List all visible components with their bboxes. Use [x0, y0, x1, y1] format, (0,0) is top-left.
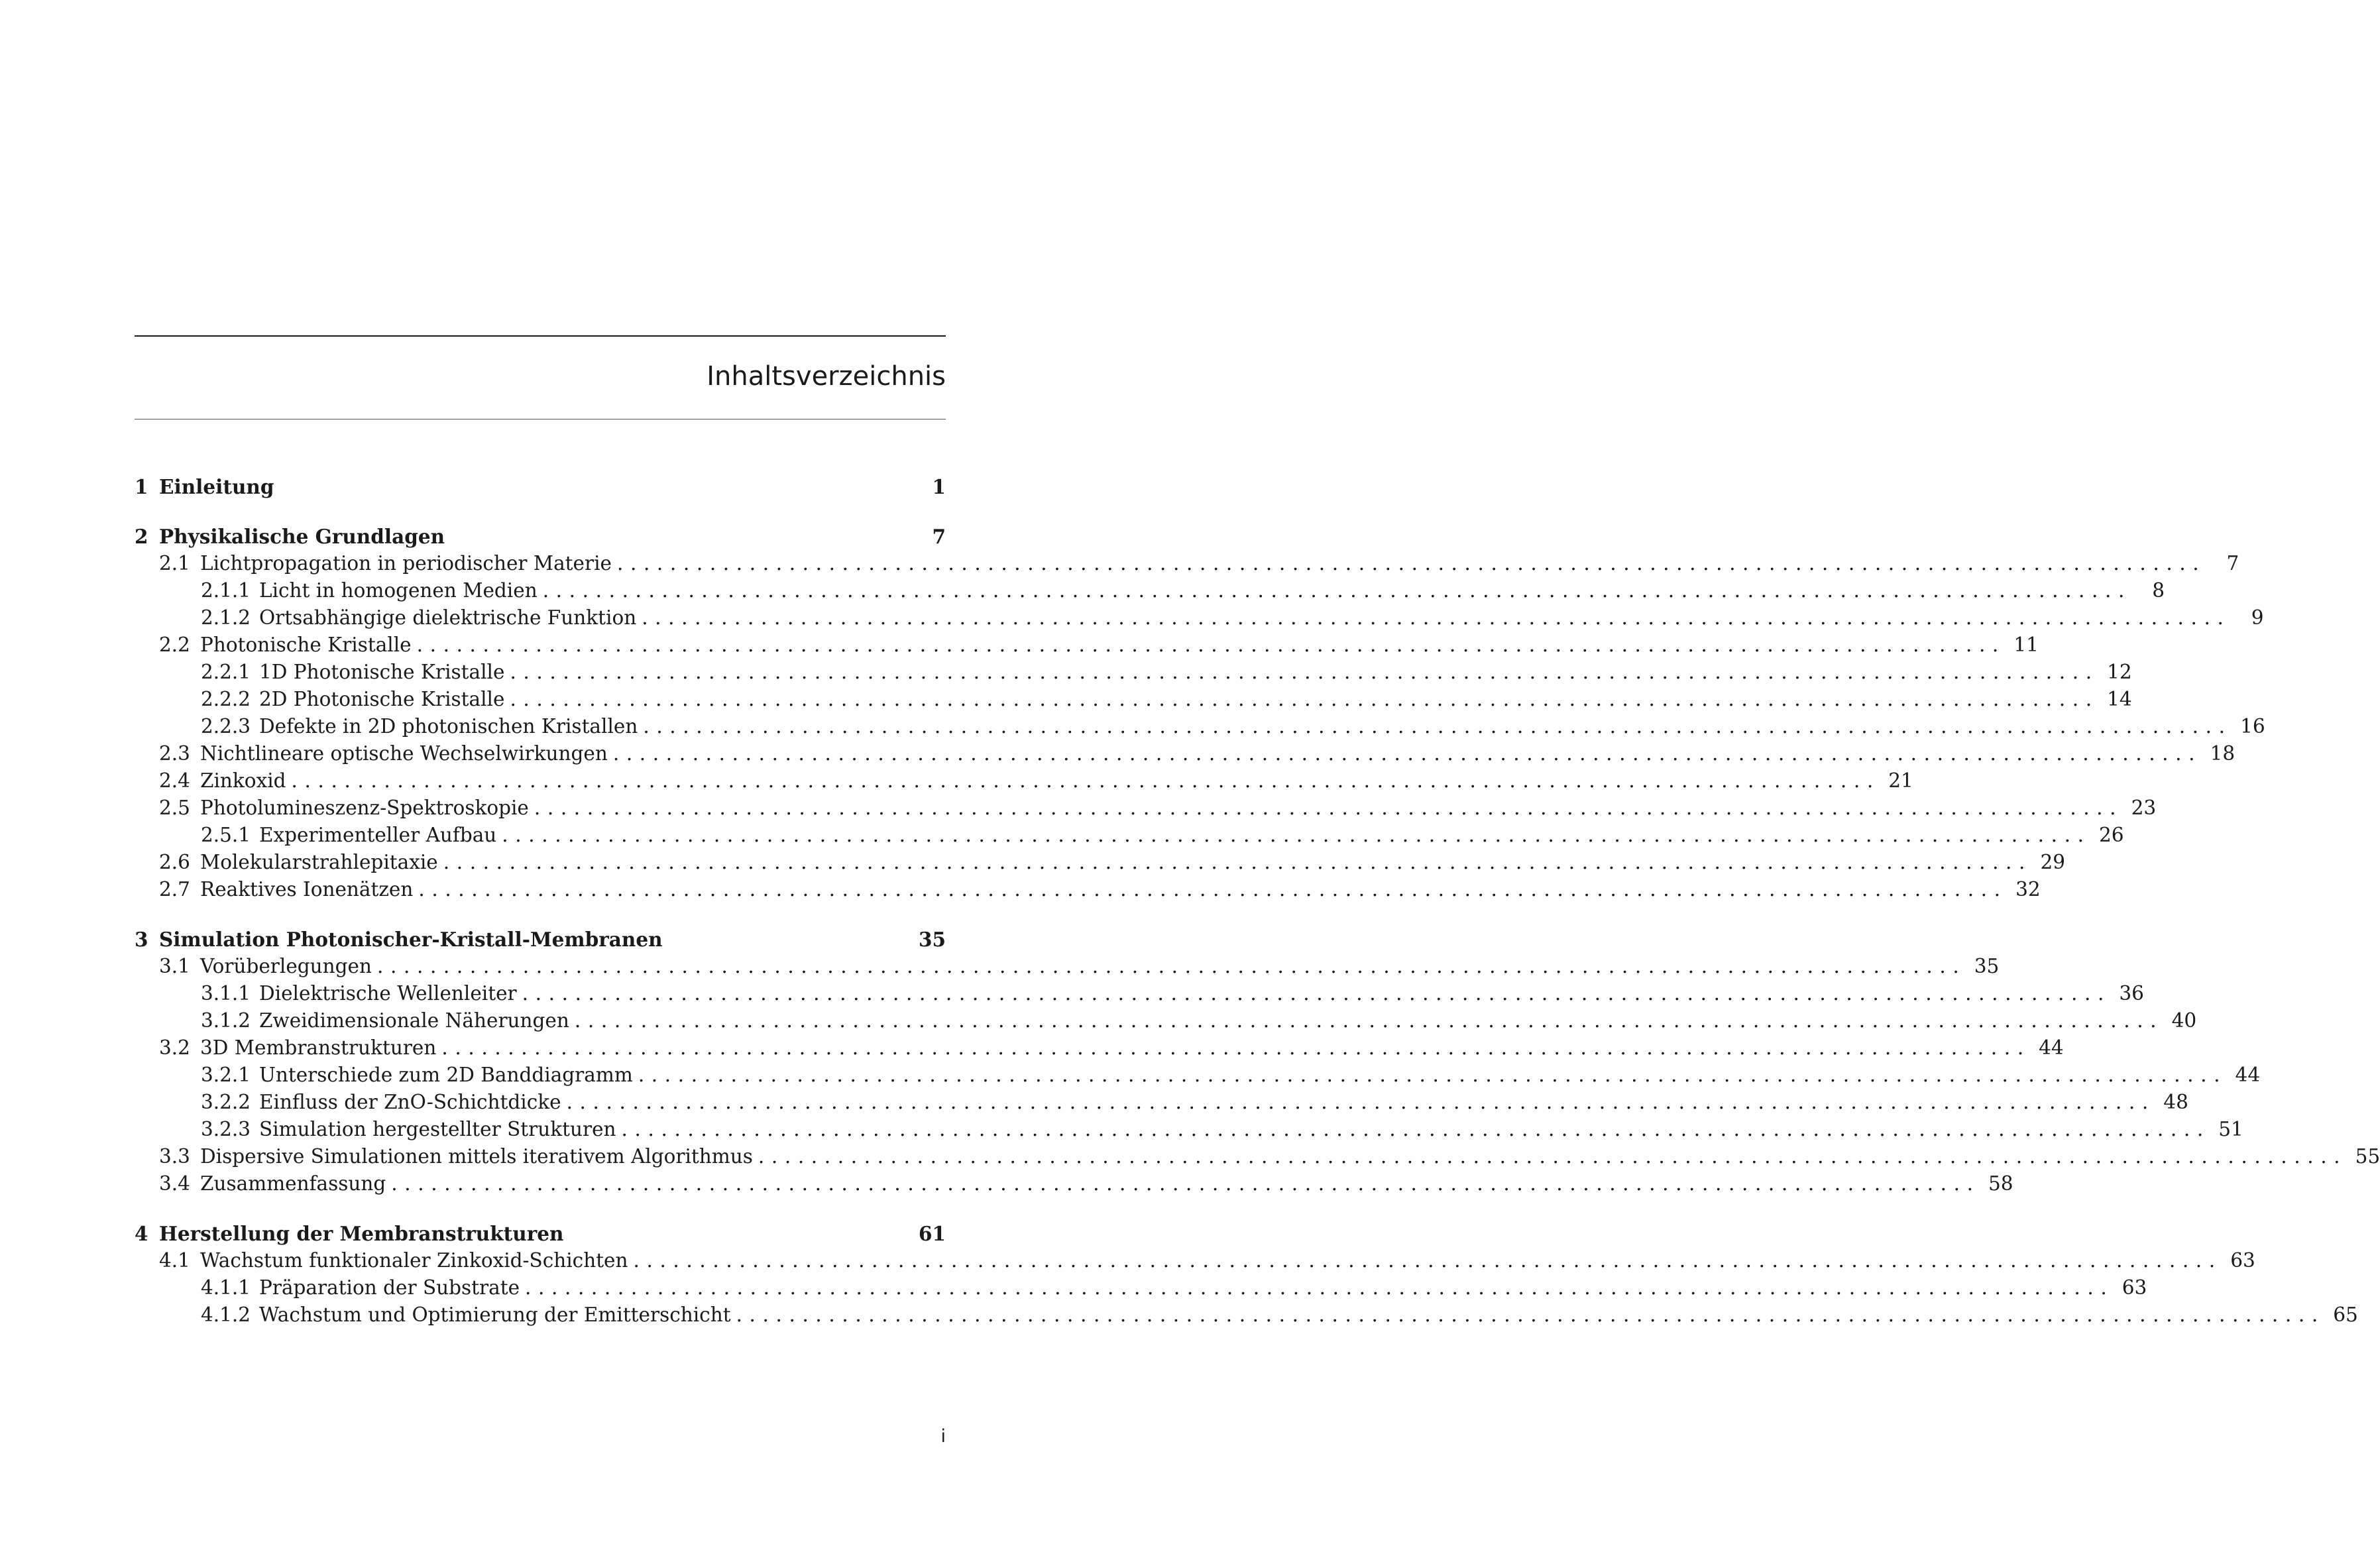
toc-entry-page: 1: [932, 475, 946, 498]
toc-entry-number: 3.2: [159, 1036, 190, 1059]
toc-entry-2-1[interactable]: [135, 550, 2239, 577]
toc-entry-number: 3.2.2: [201, 1091, 251, 1113]
toc-entry-page: 12: [2107, 661, 2132, 683]
toc-entry-2-3[interactable]: [135, 740, 2236, 767]
toc-entry-number: 2.5.1: [201, 824, 251, 846]
toc-entry-page: 65: [2333, 1303, 2358, 1326]
toc-entry-label: Zweidimensionale Näherungen: [259, 1009, 569, 1032]
toc-entry-page: 36: [2119, 982, 2144, 1005]
toc-entry-label: Wachstum und Optimierung der Emitterschicht: [259, 1303, 731, 1326]
toc-title: Inhaltsverzeichnis: [707, 361, 946, 392]
toc-entry-number: 2.4: [159, 769, 190, 792]
toc-entry-page: 21: [1888, 769, 1913, 792]
toc-entry-label: Reaktives Ionenätzen: [200, 878, 414, 901]
toc-entry-4-1[interactable]: [135, 1247, 2255, 1274]
toc-entry-label: Vorüberlegungen: [200, 955, 372, 977]
toc-dot-leader: ........................................................................................................................: [574, 1009, 2164, 1032]
toc-entry-2-5-1[interactable]: [135, 822, 2124, 849]
toc-entry-2-1-1[interactable]: [135, 577, 2165, 604]
toc-dot-leader: ........................................................................................................................: [443, 851, 2032, 873]
toc-entry-number: 3.2.3: [201, 1118, 251, 1140]
toc-entry-label: Experimenteller Aufbau: [259, 824, 497, 846]
toc-entry-3-4[interactable]: [135, 1170, 2013, 1197]
toc-entry-number: 2.6: [159, 851, 190, 873]
toc-entry-number: 3.4: [159, 1172, 190, 1195]
toc-entry-page: 11: [2013, 634, 2039, 656]
toc-entry-number: 2.2: [159, 634, 190, 656]
toc-dot-leader: ........................................................................................................................: [502, 824, 2091, 846]
toc-entry-page: 61: [918, 1222, 946, 1245]
toc-entry-page: 16: [2240, 715, 2265, 738]
toc-entry-number: 2.3: [159, 742, 190, 765]
toc-entry-label: Defekte in 2D photonischen Kristallen: [259, 715, 638, 738]
toc-entry-3-2-2[interactable]: [135, 1089, 2188, 1116]
toc-entry-number: 2.1.1: [201, 579, 251, 602]
page-number: i: [940, 1426, 946, 1447]
toc-entry-number: 4.1: [159, 1249, 190, 1272]
toc-dot-leader: ........................................................................................................................: [418, 878, 2008, 901]
toc-entry-2-2-3[interactable]: [135, 713, 2265, 740]
toc-entry-label: 1D Photonische Kristalle: [259, 661, 505, 683]
toc-dot-leader: ........................................................................................................................: [534, 797, 2124, 819]
toc-entry-number: 2.5: [159, 797, 190, 819]
toc-entry-number: 3.1: [159, 955, 190, 977]
toc-entry-page: 7: [2226, 552, 2239, 575]
toc-entry-2-5[interactable]: [135, 795, 2157, 822]
toc-entry-3-2[interactable]: [135, 1034, 2064, 1062]
toc-entry-page: 63: [2230, 1249, 2255, 1272]
toc-dot-leader: ........................................................................................................................: [616, 552, 2206, 575]
toc-entry-2-4[interactable]: [135, 767, 1913, 795]
toc-entry-label: Einfluss der ZnO-Schichtdicke: [259, 1091, 561, 1113]
toc-entry-label: Zinkoxid: [200, 769, 286, 792]
toc-entry-3-2-3[interactable]: [135, 1116, 2243, 1143]
toc-entry-page: 29: [2040, 851, 2065, 873]
toc-entry-3-1-1[interactable]: [135, 980, 2144, 1007]
toc-dot-leader: ........................................................................................................................: [612, 742, 2202, 765]
toc-dot-leader: ........................................................................................................................: [525, 1276, 2114, 1299]
toc-dot-leader: ........................................................................................................................: [621, 1118, 2210, 1140]
toc-entry-label: Dispersive Simulationen mittels iterativem Algorithmus: [200, 1145, 753, 1168]
toc-entry-2-2-2[interactable]: [135, 686, 2132, 713]
toc-entry-label: Zusammenfassung: [200, 1172, 386, 1195]
toc-entry-number: 2.2.3: [201, 715, 251, 738]
toc-entry-3-3[interactable]: [135, 1143, 2380, 1170]
toc-entry-number: 2.1: [159, 552, 190, 575]
toc-entry-page: 14: [2107, 688, 2132, 710]
toc-entry-page: 26: [2099, 824, 2124, 846]
toc-entry-label: Lichtpropagation in periodischer Materie: [200, 552, 612, 575]
toc-entry-page: 40: [2171, 1009, 2197, 1032]
toc-entry-label: Photonische Kristalle: [200, 634, 412, 656]
toc-entry-number: 3: [135, 928, 148, 951]
toc-entry-number: 2.2.1: [201, 661, 251, 683]
toc-entry-number: 4.1.1: [201, 1276, 251, 1299]
toc-entry-page: 51: [2218, 1118, 2243, 1140]
toc-entry-2-6[interactable]: [135, 849, 2065, 876]
toc-entry-number: 3.3: [159, 1145, 190, 1168]
toc-entry-2-7[interactable]: [135, 876, 2041, 903]
toc-entry-number: 1: [135, 475, 148, 498]
toc-entry-label: Wachstum funktionaler Zinkoxid-Schichten: [200, 1249, 628, 1272]
toc-entry-page: 7: [932, 525, 946, 548]
toc-entry-2-2[interactable]: [135, 632, 2039, 659]
toc-entry-label: Molekularstrahlepitaxie: [200, 851, 438, 873]
toc-entry-page: 58: [1988, 1172, 2013, 1195]
toc-dot-leader: ........................................................................................................................: [510, 661, 2099, 683]
toc-entry-number: 4.1.2: [201, 1303, 251, 1326]
toc-entry-label: Ortsabhängige dielektrische Funktion: [259, 606, 637, 629]
toc-entry-3[interactable]: [135, 926, 946, 953]
toc-entry-label: Licht in homogenen Medien: [259, 579, 538, 602]
toc-dot-leader: ........................................................................................................................: [377, 955, 1966, 977]
toc-entry-number: 3.1.1: [201, 982, 251, 1005]
toc-dot-leader: ........................................................................................................................: [736, 1303, 2325, 1326]
toc-dot-leader: ........................................................................................................................: [510, 688, 2099, 710]
toc-entry-number: 3.1.2: [201, 1009, 251, 1032]
toc-entry-number: 3.2.1: [201, 1064, 251, 1086]
toc-entry-3-2-1[interactable]: [135, 1062, 2261, 1089]
toc-entry-number: 2.1.2: [201, 606, 251, 629]
toc-entry-label: Präparation der Substrate: [259, 1276, 520, 1299]
toc-dot-leader: ........................................................................................................................: [522, 982, 2111, 1005]
toc-entry-page: 44: [2039, 1036, 2064, 1059]
toc-entry-number: 2.7: [159, 878, 190, 901]
toc-entry-3-1-2[interactable]: [135, 1007, 2197, 1034]
toc-entry-2-1-2[interactable]: [135, 604, 2264, 632]
toc-entry-page: 35: [918, 928, 946, 951]
toc-entry-number: 2: [135, 525, 148, 548]
toc-entry-label: Herstellung der Membranstrukturen: [159, 1222, 564, 1245]
toc-entry-label: Simulation hergestellter Strukturen: [259, 1118, 616, 1140]
toc-entry-page: 23: [2131, 797, 2157, 819]
toc-entry-4[interactable]: [135, 1220, 946, 1247]
toc-entry-label: Simulation Photonischer-Kristall-Membranen: [159, 928, 663, 951]
toc-entry-2[interactable]: [135, 523, 946, 550]
toc-entry-number: 4: [135, 1222, 148, 1245]
toc-entry-label: Photolumineszenz-Spektroskopie: [200, 797, 529, 819]
toc-dot-leader: ........................................................................................................................: [566, 1091, 2155, 1113]
toc-entry-3-1[interactable]: [135, 953, 2000, 980]
toc-entry-label: Physikalische Grundlagen: [159, 525, 445, 548]
toc-entry-number: 2.2.2: [201, 688, 251, 710]
toc-entry-label: Unterschiede zum 2D Banddiagramm: [259, 1064, 633, 1086]
toc-entry-2-2-1[interactable]: [135, 659, 2132, 686]
toc-entry-4-1-1[interactable]: [135, 1274, 2147, 1301]
toc-dot-leader: ........................................................................................................................: [633, 1249, 2222, 1272]
toc-dot-leader: ........................................................................................................................: [391, 1172, 1980, 1195]
toc-entry-page: 55: [2355, 1145, 2380, 1168]
toc-entry-page: 18: [2210, 742, 2236, 765]
toc-entry-label: 2D Photonische Kristalle: [259, 688, 505, 710]
toc-entry-page: 48: [2163, 1091, 2188, 1113]
toc-dot-leader: ........................................................................................................................: [542, 579, 2131, 602]
toc-entry-page: 9: [2251, 606, 2264, 629]
toc-entry-label: Nichtlineare optische Wechselwirkungen: [200, 742, 608, 765]
toc-entry-page: 8: [2152, 579, 2165, 602]
toc-entry-label: 3D Membranstrukturen: [200, 1036, 437, 1059]
toc-entry-label: Dielektrische Wellenleiter: [259, 982, 517, 1005]
toc-dot-leader: ........................................................................................................................: [441, 1036, 2031, 1059]
toc-dot-leader: ........................................................................................................................: [638, 1064, 2228, 1086]
title-top-rule: [135, 335, 946, 337]
toc-entry-4-1-2[interactable]: [135, 1301, 2358, 1329]
toc-dot-leader: ........................................................................................................................: [643, 715, 2232, 738]
toc-dot-leader: ........................................................................................................................: [642, 606, 2231, 629]
toc-entry-page: 35: [1974, 955, 2000, 977]
toc-entry-page: 44: [2235, 1064, 2261, 1086]
toc-entry-page: 32: [2015, 878, 2041, 901]
toc-entry-label: Einleitung: [159, 475, 274, 498]
toc-dot-leader: ........................................................................................................................: [416, 634, 2006, 656]
toc-dot-leader: ........................................................................................................................: [291, 769, 1880, 792]
toc-entry-page: 63: [2122, 1276, 2147, 1299]
toc-entry-1[interactable]: [135, 473, 946, 500]
toc-dot-leader: ........................................................................................................................: [758, 1145, 2348, 1168]
